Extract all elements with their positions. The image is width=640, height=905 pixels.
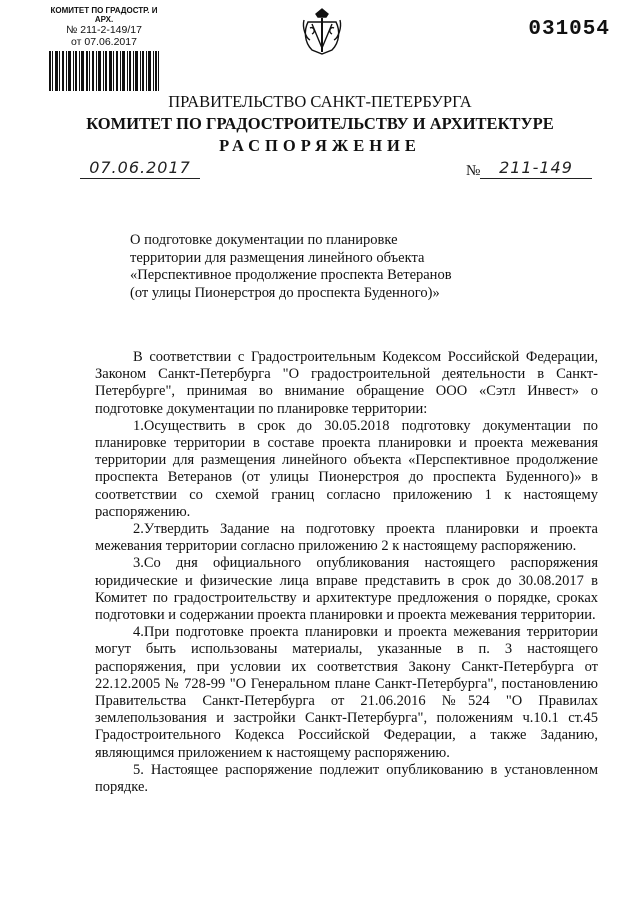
date-field <box>80 159 200 179</box>
barcode-icon <box>49 51 159 91</box>
document-type: РАСПОРЯЖЕНИЕ <box>219 136 421 155</box>
clause-1: 1.Осуществить в срок до 30.05.2018 подготовку документации по планировке территории в составе проекта планировки и проекта межевания территории для размещения линейного объекта «Перспективное продолжение проспекта Ветеранов (от улицы Пионерстроя до проспекта Буденного)» в соответствии со схемой границ согласно приложению 1 к настоящему распоряжению. <box>95 417 598 520</box>
handwritten-number: 211-149 <box>499 158 573 177</box>
number-field <box>480 159 592 179</box>
subject-line: территории для размещения линейного объекта <box>130 249 425 266</box>
clause-3: 3.Со дня официального опубликования настоящего распоряжения юридические и физические лица вправе представить в срок до 30.08.2017 в Комитет по градостроительству и архитектуре предложения о порядке, сроках подготовки и содержании проекта планировки и проекта межевания территории. <box>95 555 598 624</box>
clause-5: 5. Настоящее распоряжение подлежит опубликованию в установленном порядке. <box>95 761 598 796</box>
handwritten-date: 07.06.2017 <box>89 158 191 177</box>
subject-line: О подготовке документации по планировке <box>130 232 398 248</box>
clause-2: 2.Утвердить Задание на подготовку проекта планировки и проекта межевания территории согласно приложению 2 к настоящему распоряжению. <box>95 521 598 555</box>
subject-block <box>130 232 490 302</box>
stamp-org: КОМИТЕТ ПО ГРАДОСТР. И АРХ. <box>50 6 158 24</box>
serial-number: 031054 <box>528 18 610 41</box>
committee-heading: КОМИТЕТ ПО ГРАДОСТРОИТЕЛЬСТВУ И АРХИТЕКТУРЕ <box>86 114 554 133</box>
subject-line: «Перспективное продолжение проспекта Ветеранов <box>130 267 452 283</box>
number-label: № <box>466 163 481 179</box>
document-body <box>95 349 598 796</box>
registration-stamp <box>44 6 164 94</box>
date-underline <box>80 178 200 179</box>
clause-4: 4.При подготовке проекта планировки и проекта межевания территории могут быть использованы материалы, указанные в п. 3 настоящего распоряжения, при условии их соответствия Закону Санкт-Петербурга от 22.12.2005 № 728-99 "О Генеральном плане Санкт-Петербурга", постановлению Правительства Санкт-Петербурга от 21.06.2016 №524 "О Правилах землепользования и застройки Санкт-Петербурга", положениям ч.10.1 ст.45 Градостроительного Кодекса Российской Федерации, а также Заданию, являющимся приложением к настоящему распоряжению. <box>95 624 598 761</box>
coat-of-arms-icon <box>300 8 344 56</box>
subject-line: (от улицы Пионерстроя до проспекта Буденного)» <box>130 284 440 301</box>
stamp-reg-number: № 211-2-149/17 <box>66 24 142 36</box>
government-heading: ПРАВИТЕЛЬСТВО САНКТ-ПЕТЕРБУРГА <box>168 92 472 111</box>
number-underline <box>480 178 592 179</box>
stamp-reg-date: от 07.06.2017 <box>71 36 137 48</box>
preamble-paragraph: В соответствии с Градостроительным Кодексом Российской Федерации, Законом Санкт-Петербурга "О градостроительной деятельности в Санкт-Петербурге", принимая во внимание обращение ООО «Сэтл Инвест» о подготовке документации по планировке территории: <box>95 349 598 417</box>
